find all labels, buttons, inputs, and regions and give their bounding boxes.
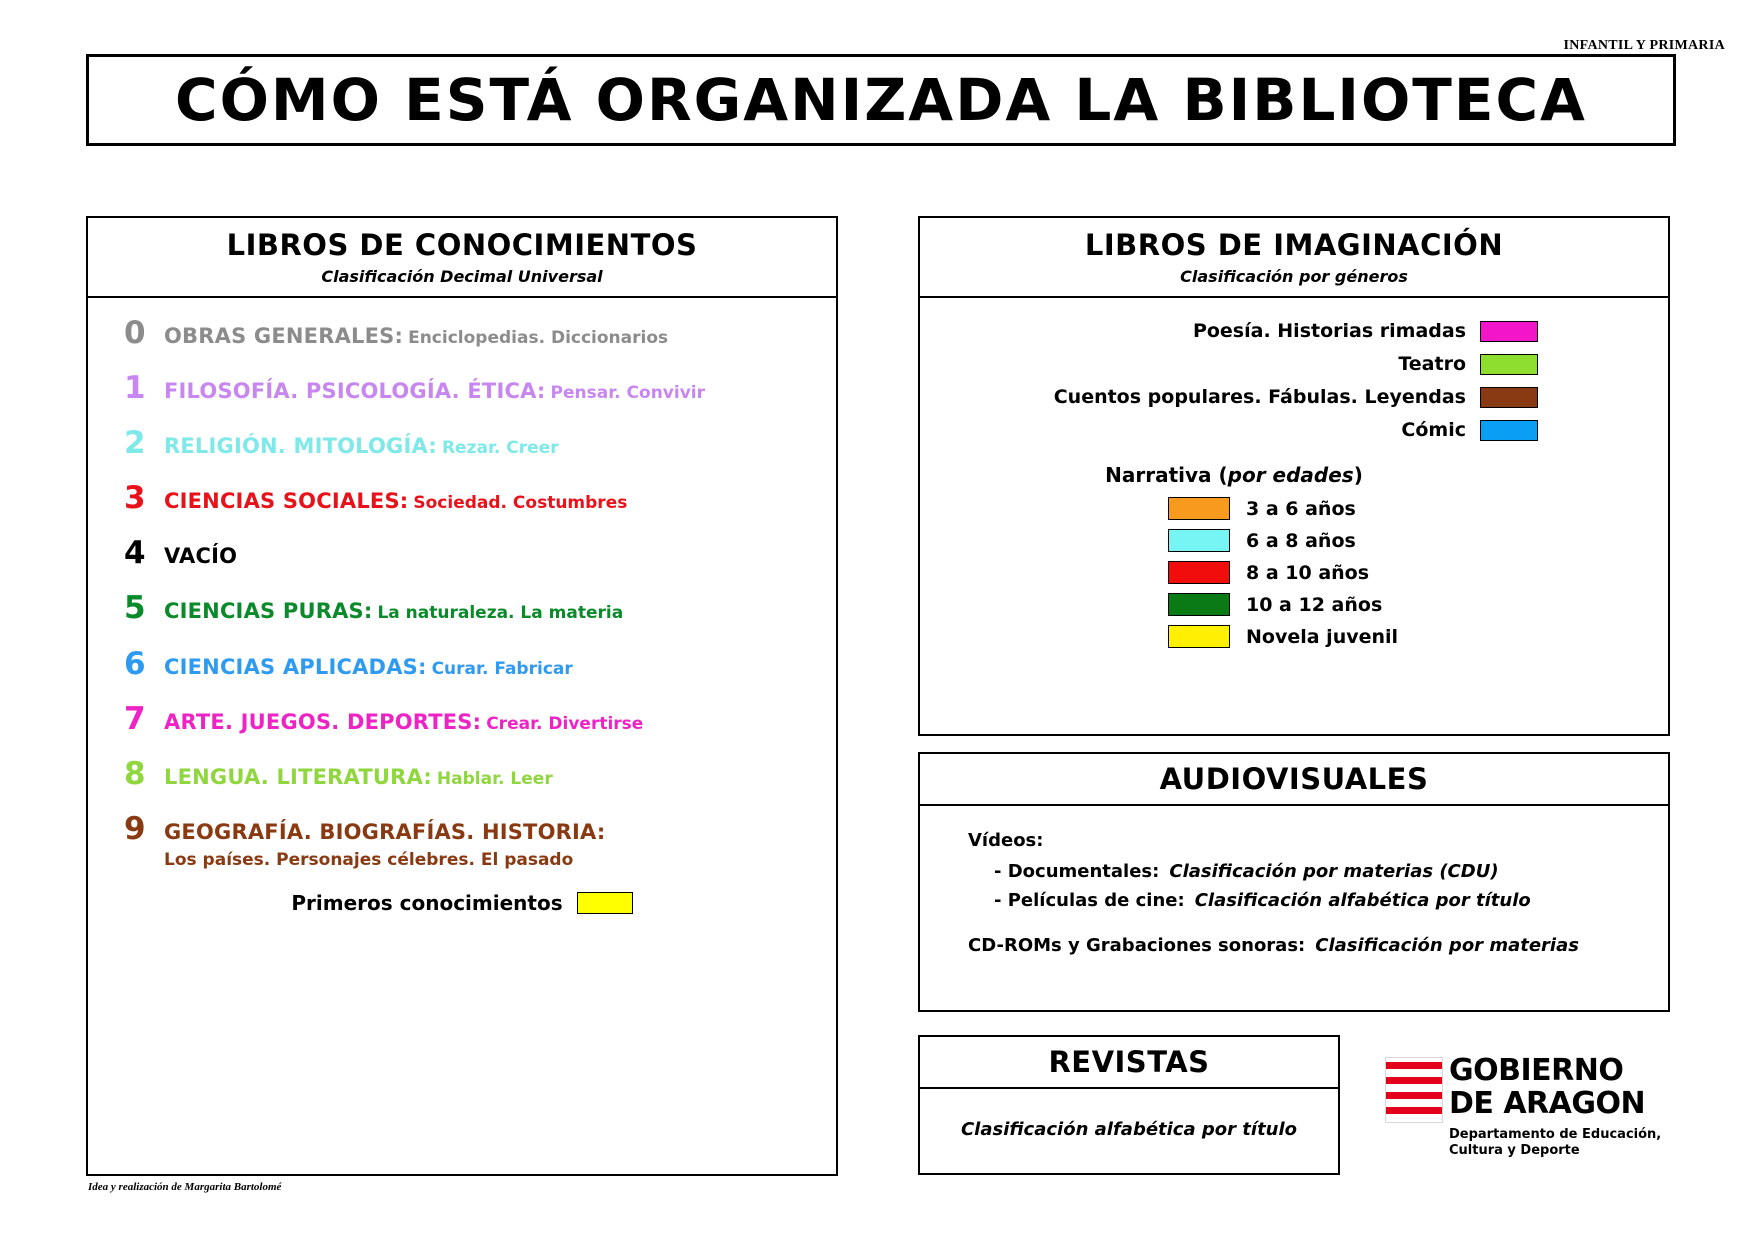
genre-label: Cuentos populares. Fábulas. Leyendas: [1053, 386, 1466, 408]
cdu-number: 9: [124, 810, 146, 847]
audiovisuals-documentales-label: - Documentales:: [994, 861, 1160, 882]
age-color-swatch: [1168, 497, 1230, 520]
logo-department-line-2: Cultura y Deporte: [1449, 1143, 1580, 1159]
audiovisuals-cdrom-value: Clasificación por materias: [1315, 935, 1579, 956]
cdu-number: 6: [124, 645, 146, 682]
author-credit: Idea y realización de Margarita Bartolomé: [88, 1181, 282, 1193]
list-item: [88, 591, 836, 625]
age-color-swatch: [1168, 593, 1230, 616]
cdu-main-label: LENGUA. LITERATURA:: [164, 764, 432, 789]
audiovisuals-peliculas-label: - Películas de cine:: [994, 890, 1185, 911]
magazines-text: Clasificación alfabética por título: [960, 1118, 1298, 1140]
audiovisuals-heading: AUDIOVISUALES: [1159, 762, 1429, 796]
imagination-books-header: [920, 218, 1668, 298]
age-color-swatch: [1168, 625, 1230, 648]
cdu-text: [164, 489, 826, 513]
cdu-text: [164, 820, 826, 870]
age-label: Novela juvenil: [1246, 625, 1399, 648]
first-knowledge-label: Primeros conocimientos: [291, 890, 563, 915]
logo-line-2: DE ARAGON: [1449, 1086, 1646, 1121]
genre-label: Cómic: [1401, 419, 1466, 441]
list-item: [920, 593, 1668, 616]
list-item: [88, 371, 836, 405]
list-item: [88, 536, 836, 570]
list-item: [920, 353, 1668, 375]
audiovisuals-cdrom-row: [968, 935, 1638, 956]
narrative-section-title: [920, 463, 1668, 487]
imagination-books-subheading: Clasificación por géneros: [1180, 267, 1408, 286]
page-title-text: CÓMO ESTÁ ORGANIZADA LA BIBLIOTECA: [175, 66, 1587, 134]
audiovisuals-body: [920, 806, 1668, 956]
age-label: 6 a 8 años: [1246, 529, 1356, 552]
audiovisuals-peliculas-row: [994, 890, 1638, 911]
genre-color-swatch: [1480, 420, 1538, 441]
knowledge-books-panel: [86, 216, 838, 1176]
knowledge-books-header: [88, 218, 836, 298]
cdu-text: [164, 544, 826, 568]
audiovisuals-cdrom-label: CD-ROMs y Grabaciones sonoras:: [968, 935, 1306, 956]
flag-stripe: [1386, 1062, 1442, 1069]
imagination-books-panel: [918, 216, 1670, 736]
knowledge-books-subheading: Clasificación Decimal Universal: [321, 267, 603, 286]
cdu-sub-label: Sociedad. Costumbres: [413, 493, 628, 514]
magazines-panel: [918, 1035, 1340, 1175]
audiovisuals-header: [920, 754, 1668, 806]
age-color-swatch: [1168, 529, 1230, 552]
cdu-main-label: RELIGIÓN. MITOLOGÍA:: [164, 434, 437, 459]
list-item: [920, 497, 1668, 520]
list-item: [88, 426, 836, 460]
narrative-title-end: ): [1353, 463, 1363, 487]
cdu-text: [164, 379, 826, 403]
list-item: [88, 316, 836, 350]
cdu-sub-label: Pensar. Convivir: [550, 383, 705, 404]
cdu-number: 8: [124, 755, 146, 792]
list-item: [920, 529, 1668, 552]
list-item: [88, 757, 836, 791]
cdu-sub-label: Rezar. Creer: [441, 438, 559, 459]
list-item: [920, 386, 1668, 408]
flag-stripe: [1386, 1092, 1442, 1099]
cdu-text: [164, 599, 826, 623]
cdu-text: [164, 655, 826, 679]
cdu-main-label: FILOSOFÍA. PSICOLOGÍA. ÉTICA:: [164, 379, 546, 404]
audiovisuals-documentales-row: [994, 861, 1638, 882]
audiovisuals-panel: [918, 752, 1670, 1012]
cdu-number: 3: [124, 480, 146, 517]
aragon-flag-icon: [1385, 1057, 1443, 1123]
list-item: [88, 702, 836, 736]
list-item: [88, 481, 836, 515]
cdu-main-label: CIENCIAS PURAS:: [164, 599, 373, 624]
cdu-number: 7: [124, 700, 146, 737]
cdu-sub-label: Enciclopedias. Diccionarios: [408, 328, 669, 348]
magazines-header: [920, 1037, 1338, 1089]
cdu-sub-label-2: Los países. Personajes célebres. El pasado: [164, 849, 574, 870]
cdu-sub-label: Hablar. Leer: [436, 768, 553, 789]
age-label: 3 a 6 años: [1246, 497, 1356, 520]
cdu-number: 1: [124, 370, 146, 407]
first-knowledge-legend: [88, 891, 836, 915]
cdu-number: 5: [124, 590, 146, 627]
cdu-main-label: VACÍO: [164, 544, 238, 569]
imagination-books-heading: LIBROS DE IMAGINACIÓN: [1084, 228, 1504, 262]
document-category-label: INFANTIL Y PRIMARIA: [1563, 38, 1725, 53]
cdu-text: [164, 324, 826, 348]
list-item: [920, 561, 1668, 584]
cdu-text: [164, 434, 826, 458]
narrative-title-plain: Narrativa (: [1105, 463, 1228, 487]
genre-label: Teatro: [1398, 353, 1466, 375]
magazines-heading: REVISTAS: [1048, 1045, 1210, 1079]
genre-color-swatch: [1480, 354, 1538, 375]
age-label: 8 a 10 años: [1246, 561, 1370, 584]
cdu-number: 2: [124, 425, 146, 462]
genre-color-swatch: [1480, 387, 1538, 408]
cdu-main-label: CIENCIAS APLICADAS:: [164, 654, 427, 679]
cdu-sub-label: Curar. Fabricar: [431, 658, 573, 679]
cdu-main-label: ARTE. JUEGOS. DEPORTES:: [164, 709, 482, 734]
cdu-sub-label: La naturaleza. La materia: [377, 603, 624, 624]
imagination-books-body: [920, 298, 1668, 648]
list-item: [88, 812, 836, 870]
genre-label: Poesía. Historias rimadas: [1192, 320, 1466, 342]
list-item: [88, 647, 836, 681]
list-item: [920, 625, 1668, 648]
age-color-swatch: [1168, 561, 1230, 584]
cdu-main-label: CIENCIAS SOCIALES:: [164, 489, 409, 514]
cdu-text: [164, 710, 826, 734]
genre-color-swatch: [1480, 321, 1538, 342]
government-logo: [1385, 1055, 1665, 1160]
narrative-title-italic: por edades: [1227, 463, 1354, 487]
cdu-main-label: GEOGRAFÍA. BIOGRAFÍAS. HISTORIA:: [164, 819, 606, 844]
cdu-list: [88, 298, 836, 915]
flag-stripe: [1386, 1107, 1442, 1114]
audiovisuals-peliculas-value: Clasificación alfabética por título: [1194, 890, 1531, 911]
cdu-main-label: OBRAS GENERALES:: [164, 324, 404, 348]
logo-department-line-1: Departamento de Educación,: [1449, 1127, 1662, 1142]
knowledge-books-heading: LIBROS DE CONOCIMIENTOS: [226, 228, 698, 262]
audiovisuals-videos-label: Vídeos:: [968, 830, 1044, 851]
logo-line-1: GOBIERNO: [1449, 1053, 1624, 1088]
list-item: [920, 419, 1668, 441]
cdu-number: 4: [124, 535, 146, 572]
cdu-number: 0: [124, 315, 146, 351]
page-title: [86, 54, 1676, 146]
cdu-text: [164, 765, 826, 789]
cdu-sub-label: Crear. Divertirse: [486, 713, 644, 734]
logo-department: [1449, 1127, 1661, 1160]
audiovisuals-documentales-value: Clasificación por materias (CDU): [1169, 861, 1499, 882]
age-label: 10 a 12 años: [1246, 593, 1383, 616]
first-knowledge-color-swatch: [577, 892, 633, 914]
flag-stripe: [1386, 1077, 1442, 1084]
list-item: [920, 320, 1668, 342]
